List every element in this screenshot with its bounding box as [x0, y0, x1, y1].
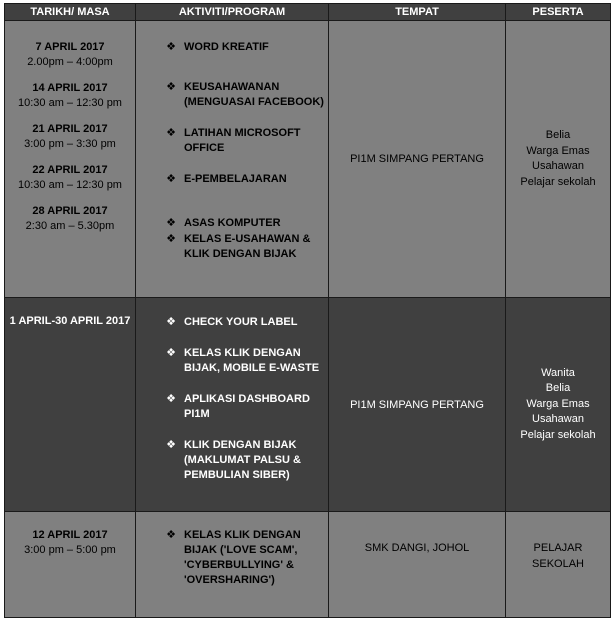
list-item	[136, 232, 328, 262]
list-item	[136, 438, 328, 483]
schedule-table	[4, 3, 611, 618]
activity-cell	[136, 21, 329, 298]
time: 10:30 am – 12:30 pm	[18, 97, 122, 109]
peserta-item: Wanita	[541, 366, 575, 379]
activity-label: KELAS KLIK DENGAN BIJAK ('LOVE SCAM', 'CYBERBULLYING' & 'OVERSHARING')	[184, 529, 301, 586]
tempat-value: SMK DANGI, JOHOL	[364, 542, 470, 554]
list-item	[136, 126, 328, 156]
list-item	[136, 528, 328, 588]
activity-label: CHECK YOUR LABEL	[184, 316, 298, 328]
peserta-cell	[506, 512, 611, 618]
peserta-item: Belia	[545, 129, 571, 141]
activity-label: E-PEMBELAJARAN	[184, 173, 287, 185]
diamond-bullet-icon: ❖	[166, 173, 176, 185]
time: 3:00 pm – 5:00 pm	[24, 544, 116, 556]
date: 22 APRIL 2017	[32, 164, 108, 176]
tempat-cell	[329, 298, 506, 512]
peserta-cell	[506, 21, 611, 298]
diamond-bullet-icon: ❖	[166, 127, 176, 139]
date-block	[5, 40, 135, 70]
date: 7 APRIL 2017	[35, 41, 105, 53]
activity-label: KLIK DENGAN BIJAK (MAKLUMAT PALSU & PEMBULIAN SIBER)	[184, 439, 301, 481]
header-tempat: TEMPAT	[329, 4, 506, 21]
activity-label: KELAS E-USAHAWAN & KLIK DENGAN BIJAK	[184, 233, 311, 260]
activity-list	[136, 528, 328, 588]
peserta-cell	[506, 298, 611, 512]
peserta-item: Usahawan	[532, 160, 584, 172]
peserta-item: Warga Emas	[526, 397, 590, 410]
list-item	[136, 216, 328, 231]
peserta-item: PELAJAR	[533, 542, 583, 554]
diamond-bullet-icon: ❖	[166, 529, 176, 541]
list-item	[136, 172, 328, 187]
peserta-item: Pelajar sekolah	[520, 428, 596, 441]
diamond-bullet-icon: ❖	[166, 217, 176, 229]
date-cell	[5, 512, 136, 618]
peserta-item: Belia	[545, 382, 571, 395]
date-block	[5, 528, 135, 558]
date: 14 APRIL 2017	[32, 82, 108, 94]
peserta-item: Pelajar sekolah	[520, 175, 596, 188]
tempat-value: PI1M SIMPANG PERTANG	[350, 153, 484, 165]
time: 10:30 am – 12:30 pm	[18, 179, 122, 191]
time: 2.00pm – 4:00pm	[27, 56, 113, 68]
date-cell	[5, 298, 136, 512]
activity-label: KELAS KLIK DENGAN BIJAK, MOBILE E-WASTE	[184, 347, 320, 374]
diamond-bullet-icon: ❖	[166, 347, 176, 359]
diamond-bullet-icon: ❖	[166, 81, 176, 93]
time: 2:30 am – 5.30pm	[25, 220, 115, 232]
peserta-item: Usahawan	[532, 413, 584, 426]
tempat-value: PI1M SIMPANG PERTANG	[350, 398, 484, 411]
date: 21 APRIL 2017	[32, 123, 108, 135]
activity-label: LATIHAN MICROSOFT OFFICE	[184, 127, 301, 154]
date-block	[5, 204, 135, 234]
diamond-bullet-icon: ❖	[166, 233, 176, 245]
peserta-item: SEKOLAH	[532, 557, 584, 570]
activity-list	[136, 40, 328, 262]
diamond-bullet-icon: ❖	[166, 393, 176, 405]
header-peserta: PESERTA	[506, 4, 611, 21]
date-cell	[5, 21, 136, 298]
list-item	[136, 40, 328, 55]
tempat-cell	[329, 21, 506, 298]
activity-cell	[136, 298, 329, 512]
diamond-bullet-icon: ❖	[166, 316, 176, 328]
diamond-bullet-icon: ❖	[166, 439, 176, 451]
tempat-cell	[329, 512, 506, 618]
activity-cell	[136, 512, 329, 618]
peserta-item: Warga Emas	[526, 144, 590, 157]
activity-label: WORD KREATIF	[184, 41, 269, 53]
list-item	[136, 315, 328, 330]
header-aktiviti: AKTIVITI/PROGRAM	[136, 4, 329, 21]
list-item	[136, 80, 328, 110]
activity-list	[136, 315, 328, 483]
table-row	[5, 512, 611, 618]
activity-label: APLIKASI DASHBOARD PI1M	[184, 393, 310, 420]
header-row	[5, 4, 611, 21]
time: 3:00 pm – 3:30 pm	[24, 138, 116, 150]
date: 12 APRIL 2017	[32, 529, 108, 541]
table-row	[5, 298, 611, 512]
date: 28 APRIL 2017	[32, 205, 108, 217]
date-block	[5, 163, 135, 193]
diamond-bullet-icon: ❖	[166, 41, 176, 53]
date: 1 APRIL-30 APRIL 2017	[9, 315, 131, 327]
table-row	[5, 21, 611, 298]
list-item	[136, 392, 328, 422]
list-item	[136, 346, 328, 376]
activity-label: KEUSAHAWANAN (MENGUASAI FACEBOOK)	[184, 81, 324, 108]
activity-label: ASAS KOMPUTER	[184, 217, 281, 229]
date-block	[5, 122, 135, 152]
date-block	[5, 81, 135, 111]
header-tarikh: TARIKH/ MASA	[5, 4, 136, 21]
